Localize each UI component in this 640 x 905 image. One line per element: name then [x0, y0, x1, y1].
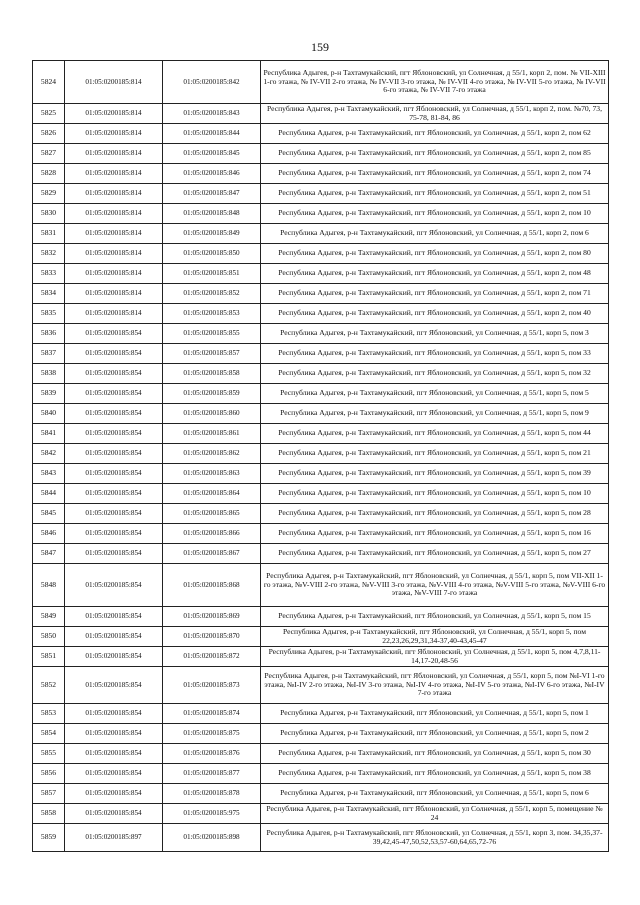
row-number-cell: 5829 — [33, 184, 65, 204]
parent-cadastral-cell: 01:05:0200185:854 — [65, 784, 163, 804]
row-number-cell: 5852 — [33, 667, 65, 704]
address-cell: Республика Адыгея, р-н Тахтамукайский, пгт Яблоновский, ул Солнечная, д 55/1, корп 5, пом 27 — [261, 544, 609, 564]
cadastral-number-cell: 01:05:0200185:857 — [163, 344, 261, 364]
table-row — [33, 464, 609, 484]
cadastral-number-cell: 01:05:0200185:877 — [163, 764, 261, 784]
parent-cadastral-cell: 01:05:0200185:814 — [65, 104, 163, 124]
table-row — [33, 264, 609, 284]
cadastral-number-cell: 01:05:0200185:852 — [163, 284, 261, 304]
parent-cadastral-cell: 01:05:0200185:854 — [65, 564, 163, 607]
row-number-cell: 5831 — [33, 224, 65, 244]
address-cell: Республика Адыгея, р-н Тахтамукайский, пгт Яблоновский, ул Солнечная, д 55/1, корп 5, пом 6 — [261, 784, 609, 804]
table-row — [33, 184, 609, 204]
page-number: 159 — [311, 40, 329, 54]
row-number-cell: 5838 — [33, 364, 65, 384]
address-cell: Республика Адыгея, р-н Тахтамукайский, пгт Яблоновский, ул Солнечная, д 55/1, корп 5, пом 16 — [261, 524, 609, 544]
row-number-cell: 5832 — [33, 244, 65, 264]
parent-cadastral-cell: 01:05:0200185:854 — [65, 607, 163, 627]
row-number-cell: 5857 — [33, 784, 65, 804]
address-cell: Республика Адыгея, р-н Тахтамукайский, пгт Яблоновский, ул Солнечная, д 55/1, корп 2, пом 48 — [261, 264, 609, 284]
parent-cadastral-cell: 01:05:0200185:854 — [65, 344, 163, 364]
cadastral-number-cell: 01:05:0200185:878 — [163, 784, 261, 804]
cadastral-number-cell: 01:05:0200185:975 — [163, 804, 261, 824]
row-number-cell: 5859 — [33, 824, 65, 852]
address-cell: Республика Адыгея, р-н Тахтамукайский, пгт Яблоновский, ул Солнечная, д 55/1, корп 5, пом 15 — [261, 607, 609, 627]
parent-cadastral-cell: 01:05:0200185:854 — [65, 324, 163, 344]
address-cell: Республика Адыгея, р-н Тахтамукайский, пгт Яблоновский, ул Солнечная, д 55/1, корп 2, пом 80 — [261, 244, 609, 264]
address-cell: Республика Адыгея, р-н Тахтамукайский, пгт Яблоновский, ул Солнечная, д 55/1, корп 3, пом. 34,35,37-39,42,45-47,50,52,53,57-60,64,65,72-76 — [261, 824, 609, 852]
row-number-cell: 5840 — [33, 404, 65, 424]
row-number-cell: 5826 — [33, 124, 65, 144]
row-number-cell: 5848 — [33, 564, 65, 607]
cadastral-number-cell: 01:05:0200185:862 — [163, 444, 261, 464]
table-row — [33, 824, 609, 852]
cadastral-number-cell: 01:05:0200185:868 — [163, 564, 261, 607]
parent-cadastral-cell: 01:05:0200185:854 — [65, 647, 163, 667]
cadastral-number-cell: 01:05:0200185:860 — [163, 404, 261, 424]
cadastral-number-cell: 01:05:0200185:851 — [163, 264, 261, 284]
table-row — [33, 524, 609, 544]
parent-cadastral-cell: 01:05:0200185:854 — [65, 384, 163, 404]
address-cell: Республика Адыгея, р-н Тахтамукайский, пгт Яблоновский, ул Солнечная, д 55/1, корп 2, пом 10 — [261, 204, 609, 224]
row-number-cell: 5846 — [33, 524, 65, 544]
row-number-cell: 5855 — [33, 744, 65, 764]
address-cell: Республика Адыгея, р-н Тахтамукайский, пгт Яблоновский, ул Солнечная, д 55/1, корп 5, пом 22,23,26,29,31,34-37,40-43,45-47 — [261, 627, 609, 647]
table-row — [33, 724, 609, 744]
table-row — [33, 124, 609, 144]
row-number-cell: 5836 — [33, 324, 65, 344]
table-row — [33, 544, 609, 564]
table-row — [33, 704, 609, 724]
table-row — [33, 404, 609, 424]
table-row — [33, 144, 609, 164]
address-cell: Республика Адыгея, р-н Тахтамукайский, пгт Яблоновский, ул Солнечная, д 55/1, корп 5, пом 28 — [261, 504, 609, 524]
table-row — [33, 344, 609, 364]
cadastral-number-cell: 01:05:0200185:845 — [163, 144, 261, 164]
table-row — [33, 667, 609, 704]
table-row — [33, 784, 609, 804]
table-row — [33, 804, 609, 824]
parent-cadastral-cell: 01:05:0200185:854 — [65, 524, 163, 544]
address-cell: Республика Адыгея, р-н Тахтамукайский, пгт Яблоновский, ул Солнечная, д 55/1, корп 5, пом 38 — [261, 764, 609, 784]
table-row — [33, 384, 609, 404]
row-number-cell: 5834 — [33, 284, 65, 304]
registry-table-body — [33, 61, 609, 852]
table-row — [33, 104, 609, 124]
row-number-cell: 5841 — [33, 424, 65, 444]
address-cell: Республика Адыгея, р-н Тахтамукайский, пгт Яблоновский, ул Солнечная, д 55/1, корп 2, пом 51 — [261, 184, 609, 204]
cadastral-number-cell: 01:05:0200185:846 — [163, 164, 261, 184]
table-row — [33, 504, 609, 524]
address-cell: Республика Адыгея, р-н Тахтамукайский, пгт Яблоновский, ул Солнечная, д 55/1, корп 5, пом 39 — [261, 464, 609, 484]
row-number-cell: 5851 — [33, 647, 65, 667]
address-cell: Республика Адыгея, р-н Тахтамукайский, пгт Яблоновский, ул Солнечная, д 55/1, корп 2, пом. №70, 73, 75-78, 81-84, 86 — [261, 104, 609, 124]
parent-cadastral-cell: 01:05:0200185:854 — [65, 704, 163, 724]
cadastral-number-cell: 01:05:0200185:873 — [163, 667, 261, 704]
cadastral-number-cell: 01:05:0200185:874 — [163, 704, 261, 724]
cadastral-number-cell: 01:05:0200185:843 — [163, 104, 261, 124]
row-number-cell: 5830 — [33, 204, 65, 224]
row-number-cell: 5835 — [33, 304, 65, 324]
parent-cadastral-cell: 01:05:0200185:814 — [65, 204, 163, 224]
address-cell: Республика Адыгея, р-н Тахтамукайский, пгт Яблоновский, ул Солнечная, д 55/1, корп 2, пом 40 — [261, 304, 609, 324]
table-row — [33, 607, 609, 627]
table-row — [33, 244, 609, 264]
parent-cadastral-cell: 01:05:0200185:814 — [65, 224, 163, 244]
cadastral-number-cell: 01:05:0200185:853 — [163, 304, 261, 324]
row-number-cell: 5849 — [33, 607, 65, 627]
row-number-cell: 5825 — [33, 104, 65, 124]
address-cell: Республика Адыгея, р-н Тахтамукайский, пгт Яблоновский, ул Солнечная, д 55/1, корп 5, пом 9 — [261, 404, 609, 424]
parent-cadastral-cell: 01:05:0200185:814 — [65, 264, 163, 284]
parent-cadastral-cell: 01:05:0200185:854 — [65, 804, 163, 824]
parent-cadastral-cell: 01:05:0200185:814 — [65, 164, 163, 184]
table-row — [33, 324, 609, 344]
table-row — [33, 304, 609, 324]
cadastral-number-cell: 01:05:0200185:847 — [163, 184, 261, 204]
address-cell: Республика Адыгея, р-н Тахтамукайский, пгт Яблоновский, ул Солнечная, д 55/1, корп 5, пом 44 — [261, 424, 609, 444]
cadastral-number-cell: 01:05:0200185:861 — [163, 424, 261, 444]
cadastral-number-cell: 01:05:0200185:870 — [163, 627, 261, 647]
address-cell: Республика Адыгея, р-н Тахтамукайский, пгт Яблоновский, ул Солнечная, д 55/1, корп 5, пом 21 — [261, 444, 609, 464]
address-cell: Республика Адыгея, р-н Тахтамукайский, пгт Яблоновский, ул Солнечная, д 55/1, корп 2, пом 71 — [261, 284, 609, 304]
cadastral-number-cell: 01:05:0200185:866 — [163, 524, 261, 544]
address-cell: Республика Адыгея, р-н Тахтамукайский, пгт Яблоновский, ул Солнечная, д 55/1, корп 5, пом 10 — [261, 484, 609, 504]
cadastral-number-cell: 01:05:0200185:864 — [163, 484, 261, 504]
table-row — [33, 61, 609, 104]
parent-cadastral-cell: 01:05:0200185:854 — [65, 724, 163, 744]
row-number-cell: 5853 — [33, 704, 65, 724]
row-number-cell: 5845 — [33, 504, 65, 524]
parent-cadastral-cell: 01:05:0200185:854 — [65, 764, 163, 784]
table-row — [33, 484, 609, 504]
parent-cadastral-cell: 01:05:0200185:854 — [65, 504, 163, 524]
parent-cadastral-cell: 01:05:0200185:814 — [65, 284, 163, 304]
address-cell: Республика Адыгея, р-н Тахтамукайский, пгт Яблоновский, ул Солнечная, д 55/1, корп 5, пом 3 — [261, 324, 609, 344]
parent-cadastral-cell: 01:05:0200185:854 — [65, 364, 163, 384]
parent-cadastral-cell: 01:05:0200185:854 — [65, 484, 163, 504]
parent-cadastral-cell: 01:05:0200185:854 — [65, 464, 163, 484]
address-cell: Республика Адыгея, р-н Тахтамукайский, пгт Яблоновский, ул Солнечная, д 55/1, корп 2, пом 85 — [261, 144, 609, 164]
address-cell: Республика Адыгея, р-н Тахтамукайский, пгт Яблоновский, ул Солнечная, д 55/1, корп 2, пом 6 — [261, 224, 609, 244]
row-number-cell: 5827 — [33, 144, 65, 164]
address-cell: Республика Адыгея, р-н Тахтамукайский, пгт Яблоновский, ул Солнечная, д 55/1, корп 2, пом 62 — [261, 124, 609, 144]
row-number-cell: 5858 — [33, 804, 65, 824]
cadastral-number-cell: 01:05:0200185:869 — [163, 607, 261, 627]
row-number-cell: 5844 — [33, 484, 65, 504]
table-row — [33, 744, 609, 764]
row-number-cell: 5843 — [33, 464, 65, 484]
parent-cadastral-cell: 01:05:0200185:854 — [65, 667, 163, 704]
address-cell: Республика Адыгея, р-н Тахтамукайский, пгт Яблоновский, ул Солнечная, д 55/1, корп 5, пом 30 — [261, 744, 609, 764]
parent-cadastral-cell: 01:05:0200185:814 — [65, 304, 163, 324]
address-cell: Республика Адыгея, р-н Тахтамукайский, пгт Яблоновский, ул Солнечная, д 55/1, корп 5, пом 4,7,8,11-14,17-20,48-56 — [261, 647, 609, 667]
cadastral-number-cell: 01:05:0200185:872 — [163, 647, 261, 667]
table-row — [33, 164, 609, 184]
registry-table — [32, 60, 609, 852]
table-row — [33, 444, 609, 464]
parent-cadastral-cell: 01:05:0200185:854 — [65, 544, 163, 564]
address-cell: Республика Адыгея, р-н Тахтамукайский, пгт Яблоновский, ул Солнечная, д 55/1, корп 5, пом 33 — [261, 344, 609, 364]
row-number-cell: 5828 — [33, 164, 65, 184]
parent-cadastral-cell: 01:05:0200185:814 — [65, 124, 163, 144]
table-row — [33, 284, 609, 304]
table-row — [33, 224, 609, 244]
row-number-cell: 5850 — [33, 627, 65, 647]
parent-cadastral-cell: 01:05:0200185:814 — [65, 61, 163, 104]
parent-cadastral-cell: 01:05:0200185:814 — [65, 244, 163, 264]
row-number-cell: 5833 — [33, 264, 65, 284]
cadastral-number-cell: 01:05:0200185:842 — [163, 61, 261, 104]
cadastral-number-cell: 01:05:0200185:848 — [163, 204, 261, 224]
table-row — [33, 424, 609, 444]
cadastral-number-cell: 01:05:0200185:865 — [163, 504, 261, 524]
parent-cadastral-cell: 01:05:0200185:854 — [65, 404, 163, 424]
parent-cadastral-cell: 01:05:0200185:897 — [65, 824, 163, 852]
parent-cadastral-cell: 01:05:0200185:854 — [65, 424, 163, 444]
parent-cadastral-cell: 01:05:0200185:814 — [65, 184, 163, 204]
cadastral-number-cell: 01:05:0200185:875 — [163, 724, 261, 744]
cadastral-number-cell: 01:05:0200185:863 — [163, 464, 261, 484]
cadastral-number-cell: 01:05:0200185:855 — [163, 324, 261, 344]
row-number-cell: 5839 — [33, 384, 65, 404]
cadastral-number-cell: 01:05:0200185:898 — [163, 824, 261, 852]
row-number-cell: 5856 — [33, 764, 65, 784]
cadastral-number-cell: 01:05:0200185:867 — [163, 544, 261, 564]
cadastral-number-cell: 01:05:0200185:876 — [163, 744, 261, 764]
row-number-cell: 5837 — [33, 344, 65, 364]
cadastral-number-cell: 01:05:0200185:858 — [163, 364, 261, 384]
address-cell: Республика Адыгея, р-н Тахтамукайский, пгт Яблоновский, ул Солнечная, д 55/1, корп 5, помещение № 24 — [261, 804, 609, 824]
parent-cadastral-cell: 01:05:0200185:854 — [65, 444, 163, 464]
address-cell: Республика Адыгея, р-н Тахтамукайский, пгт Яблоновский, ул Солнечная, д 55/1, корп 5, пом VII-XII 1-го этажа, №V-VIII 2-го этажа, №V-VIII 3-го этажа, №V-VIII 4-го этажа, №V-VIII 5-го этажа, №V-VIII 6-го этажа, №V-VIII 7-го этажа — [261, 564, 609, 607]
address-cell: Республика Адыгея, р-н Тахтамукайский, пгт Яблоновский, ул Солнечная, д 55/1, корп 2, пом. № VII-XIII 1-го этажа, № IV-VII 2-го этажа, № IV-VII 3-го этажа, № IV-VII 4-го этажа, № IV-VII 5-го этажа, № IV-VII 6-го этажа, № IV-VII 7-го этажа — [261, 61, 609, 104]
cadastral-number-cell: 01:05:0200185:849 — [163, 224, 261, 244]
cadastral-number-cell: 01:05:0200185:850 — [163, 244, 261, 264]
table-row — [33, 564, 609, 607]
table-row — [33, 764, 609, 784]
cadastral-number-cell: 01:05:0200185:844 — [163, 124, 261, 144]
table-row — [33, 204, 609, 224]
table-row — [33, 364, 609, 384]
row-number-cell: 5842 — [33, 444, 65, 464]
address-cell: Республика Адыгея, р-н Тахтамукайский, пгт Яблоновский, ул Солнечная, д 55/1, корп 5, пом 1 — [261, 704, 609, 724]
row-number-cell: 5824 — [33, 61, 65, 104]
address-cell: Республика Адыгея, р-н Тахтамукайский, пгт Яблоновский, ул Солнечная, д 55/1, корп 5, пом №I-VI 1-го этажа, №I-IV 2-го этажа, №I-IV 3-го этажа, №I-IV 4-го этажа, №I-IV 5-го этажа, №I-IV 6-го этажа, №I-IV 7-го этажа — [261, 667, 609, 704]
address-cell: Республика Адыгея, р-н Тахтамукайский, пгт Яблоновский, ул Солнечная, д 55/1, корп 5, пом 32 — [261, 364, 609, 384]
parent-cadastral-cell: 01:05:0200185:854 — [65, 627, 163, 647]
row-number-cell: 5854 — [33, 724, 65, 744]
table-row — [33, 647, 609, 667]
parent-cadastral-cell: 01:05:0200185:814 — [65, 144, 163, 164]
table-row — [33, 627, 609, 647]
address-cell: Республика Адыгея, р-н Тахтамукайский, пгт Яблоновский, ул Солнечная, д 55/1, корп 2, пом 74 — [261, 164, 609, 184]
address-cell: Республика Адыгея, р-н Тахтамукайский, пгт Яблоновский, ул Солнечная, д 55/1, корп 5, пом 2 — [261, 724, 609, 744]
cadastral-number-cell: 01:05:0200185:859 — [163, 384, 261, 404]
row-number-cell: 5847 — [33, 544, 65, 564]
address-cell: Республика Адыгея, р-н Тахтамукайский, пгт Яблоновский, ул Солнечная, д 55/1, корп 5, пом 5 — [261, 384, 609, 404]
parent-cadastral-cell: 01:05:0200185:854 — [65, 744, 163, 764]
